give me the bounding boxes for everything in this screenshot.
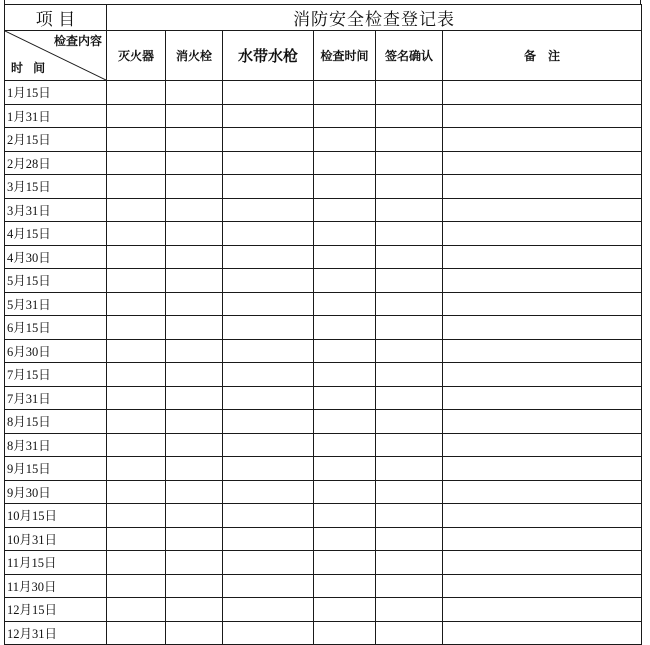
fire-hydrant-cell[interactable]	[166, 574, 223, 598]
table-row	[5, 269, 642, 293]
inspection-time-cell[interactable]	[314, 410, 376, 434]
remarks-cell[interactable]	[443, 527, 642, 551]
table-row	[5, 574, 642, 598]
inspection-time-cell[interactable]	[314, 292, 376, 316]
fire-extinguisher-cell[interactable]	[107, 433, 166, 457]
table-row	[5, 363, 642, 387]
fire-hydrant-cell[interactable]	[166, 457, 223, 481]
date-cell: 5月15日	[5, 269, 107, 293]
signature-cell[interactable]	[376, 363, 443, 387]
date-cell: 12月31日	[5, 621, 107, 645]
hose-nozzle-cell[interactable]	[223, 551, 314, 575]
table-row	[5, 175, 642, 199]
diagonal-header-cell	[5, 31, 107, 81]
date-cell: 12月15日	[5, 598, 107, 622]
inspection-time-cell[interactable]	[314, 316, 376, 340]
remarks-cell[interactable]	[443, 574, 642, 598]
date-cell: 3月31日	[5, 198, 107, 222]
fire-hydrant-cell[interactable]	[166, 410, 223, 434]
remarks-cell[interactable]	[443, 222, 642, 246]
hose-nozzle-cell[interactable]	[223, 222, 314, 246]
col-header-inspection-time: 检查时间	[314, 31, 376, 81]
inspection-time-cell[interactable]	[314, 480, 376, 504]
inspection-time-cell[interactable]	[314, 269, 376, 293]
date-cell: 4月15日	[5, 222, 107, 246]
remarks-cell[interactable]	[443, 386, 642, 410]
signature-cell[interactable]	[376, 269, 443, 293]
fire-hydrant-cell[interactable]	[166, 386, 223, 410]
date-cell: 6月15日	[5, 316, 107, 340]
inspection-time-cell[interactable]	[314, 504, 376, 528]
fire-extinguisher-cell[interactable]	[107, 175, 166, 199]
inspection-time-cell[interactable]	[314, 551, 376, 575]
inspection-time-cell[interactable]	[314, 222, 376, 246]
fire-extinguisher-cell[interactable]	[107, 339, 166, 363]
remarks-cell[interactable]	[443, 410, 642, 434]
fire-hydrant-cell[interactable]	[166, 269, 223, 293]
hose-nozzle-cell[interactable]	[223, 574, 314, 598]
fire-extinguisher-cell[interactable]	[107, 457, 166, 481]
col-header-fire-hydrant: 消火栓	[166, 31, 223, 81]
table-row	[5, 198, 642, 222]
fire-safety-inspection-table	[4, 4, 642, 645]
fire-extinguisher-cell[interactable]	[107, 480, 166, 504]
fire-extinguisher-cell[interactable]	[107, 104, 166, 128]
date-cell: 7月31日	[5, 386, 107, 410]
table-row	[5, 151, 642, 175]
signature-cell[interactable]	[376, 245, 443, 269]
table-row	[5, 527, 642, 551]
inspection-time-cell[interactable]	[314, 175, 376, 199]
inspection-time-cell[interactable]	[314, 433, 376, 457]
date-cell: 1月15日	[5, 81, 107, 105]
inspection-time-cell[interactable]	[314, 128, 376, 152]
inspection-time-cell[interactable]	[314, 151, 376, 175]
hose-nozzle-cell[interactable]	[223, 104, 314, 128]
col-header-fire-extinguisher: 灭火器	[107, 31, 166, 81]
hose-nozzle-cell[interactable]	[223, 128, 314, 152]
table-row	[5, 81, 642, 105]
remarks-cell[interactable]	[443, 151, 642, 175]
hose-nozzle-cell[interactable]	[223, 81, 314, 105]
hose-nozzle-cell[interactable]	[223, 410, 314, 434]
fire-extinguisher-cell[interactable]	[107, 410, 166, 434]
hose-nozzle-cell[interactable]	[223, 621, 314, 645]
inspection-content-label: 检查内容	[53, 34, 102, 48]
table-body	[5, 81, 642, 645]
fire-extinguisher-cell[interactable]	[107, 598, 166, 622]
date-cell: 9月15日	[5, 457, 107, 481]
table-row	[5, 480, 642, 504]
fire-extinguisher-cell[interactable]	[107, 198, 166, 222]
col-header-hose-nozzle: 水带水枪	[223, 31, 314, 81]
fire-hydrant-cell[interactable]	[166, 363, 223, 387]
date-cell: 6月30日	[5, 339, 107, 363]
fire-extinguisher-cell[interactable]	[107, 81, 166, 105]
signature-cell[interactable]	[376, 598, 443, 622]
fire-hydrant-cell[interactable]	[166, 222, 223, 246]
hose-nozzle-cell[interactable]	[223, 386, 314, 410]
hose-nozzle-cell[interactable]	[223, 598, 314, 622]
hose-nozzle-cell[interactable]	[223, 198, 314, 222]
fire-hydrant-cell[interactable]	[166, 104, 223, 128]
inspection-time-cell[interactable]	[314, 363, 376, 387]
signature-cell[interactable]	[376, 457, 443, 481]
fire-extinguisher-cell[interactable]	[107, 151, 166, 175]
date-cell: 10月31日	[5, 527, 107, 551]
table-row	[5, 339, 642, 363]
table-row	[5, 551, 642, 575]
table-row	[5, 292, 642, 316]
project-label-cell: 项 目	[5, 5, 107, 31]
table-row	[5, 386, 642, 410]
fire-extinguisher-cell[interactable]	[107, 222, 166, 246]
col-header-signature: 签名确认	[376, 31, 443, 81]
remarks-cell[interactable]	[443, 292, 642, 316]
inspection-time-cell[interactable]	[314, 339, 376, 363]
table-row	[5, 410, 642, 434]
date-cell: 2月28日	[5, 151, 107, 175]
hose-nozzle-cell[interactable]	[223, 527, 314, 551]
fire-extinguisher-cell[interactable]	[107, 574, 166, 598]
fire-extinguisher-cell[interactable]	[107, 292, 166, 316]
remarks-cell[interactable]	[443, 339, 642, 363]
fire-hydrant-cell[interactable]	[166, 504, 223, 528]
inspection-time-cell[interactable]	[314, 386, 376, 410]
header-row	[5, 31, 642, 81]
hose-nozzle-cell[interactable]	[223, 363, 314, 387]
date-cell: 1月31日	[5, 104, 107, 128]
signature-cell[interactable]	[376, 222, 443, 246]
inspection-time-cell[interactable]	[314, 598, 376, 622]
inspection-time-cell[interactable]	[314, 574, 376, 598]
date-cell: 9月30日	[5, 480, 107, 504]
date-cell: 5月31日	[5, 292, 107, 316]
remarks-cell[interactable]	[443, 433, 642, 457]
fire-hydrant-cell[interactable]	[166, 551, 223, 575]
date-cell: 10月15日	[5, 504, 107, 528]
signature-cell[interactable]	[376, 151, 443, 175]
fire-hydrant-cell[interactable]	[166, 598, 223, 622]
table-row	[5, 245, 642, 269]
remarks-cell[interactable]	[443, 504, 642, 528]
remarks-cell[interactable]	[443, 128, 642, 152]
date-cell: 11月15日	[5, 551, 107, 575]
fire-hydrant-cell[interactable]	[166, 621, 223, 645]
table-row	[5, 128, 642, 152]
fire-hydrant-cell[interactable]	[166, 480, 223, 504]
remarks-cell[interactable]	[443, 480, 642, 504]
hose-nozzle-cell[interactable]	[223, 339, 314, 363]
signature-cell[interactable]	[376, 386, 443, 410]
remarks-cell[interactable]	[443, 621, 642, 645]
fire-hydrant-cell[interactable]	[166, 316, 223, 340]
remarks-cell[interactable]	[443, 269, 642, 293]
time-label: 时 间	[11, 61, 49, 75]
hose-nozzle-cell[interactable]	[223, 245, 314, 269]
signature-cell[interactable]	[376, 433, 443, 457]
fire-extinguisher-cell[interactable]	[107, 504, 166, 528]
fire-extinguisher-cell[interactable]	[107, 316, 166, 340]
signature-cell[interactable]	[376, 527, 443, 551]
remarks-cell[interactable]	[443, 175, 642, 199]
table-row	[5, 621, 642, 645]
fire-extinguisher-cell[interactable]	[107, 621, 166, 645]
remarks-cell[interactable]	[443, 598, 642, 622]
fire-hydrant-cell[interactable]	[166, 81, 223, 105]
inspection-time-cell[interactable]	[314, 621, 376, 645]
inspection-time-cell[interactable]	[314, 457, 376, 481]
table-row	[5, 104, 642, 128]
signature-cell[interactable]	[376, 175, 443, 199]
fire-hydrant-cell[interactable]	[166, 527, 223, 551]
remarks-cell[interactable]	[443, 457, 642, 481]
remarks-cell[interactable]	[443, 81, 642, 105]
signature-cell[interactable]	[376, 551, 443, 575]
fire-hydrant-cell[interactable]	[166, 128, 223, 152]
signature-cell[interactable]	[376, 480, 443, 504]
remarks-cell[interactable]	[443, 245, 642, 269]
date-cell: 8月31日	[5, 433, 107, 457]
hose-nozzle-cell[interactable]	[223, 316, 314, 340]
fire-extinguisher-cell[interactable]	[107, 386, 166, 410]
signature-cell[interactable]	[376, 128, 443, 152]
signature-cell[interactable]	[376, 504, 443, 528]
fire-hydrant-cell[interactable]	[166, 151, 223, 175]
table-row	[5, 433, 642, 457]
date-cell: 2月15日	[5, 128, 107, 152]
fire-extinguisher-cell[interactable]	[107, 551, 166, 575]
signature-cell[interactable]	[376, 104, 443, 128]
inspection-time-cell[interactable]	[314, 527, 376, 551]
signature-cell[interactable]	[376, 316, 443, 340]
signature-cell[interactable]	[376, 410, 443, 434]
signature-cell[interactable]	[376, 81, 443, 105]
hose-nozzle-cell[interactable]	[223, 269, 314, 293]
signature-cell[interactable]	[376, 292, 443, 316]
inspection-time-cell[interactable]	[314, 81, 376, 105]
signature-cell[interactable]	[376, 574, 443, 598]
inspection-time-cell[interactable]	[314, 245, 376, 269]
fire-hydrant-cell[interactable]	[166, 433, 223, 457]
table-row	[5, 222, 642, 246]
fire-extinguisher-cell[interactable]	[107, 269, 166, 293]
remarks-cell[interactable]	[443, 551, 642, 575]
fire-extinguisher-cell[interactable]	[107, 527, 166, 551]
table-row	[5, 504, 642, 528]
hose-nozzle-cell[interactable]	[223, 175, 314, 199]
remarks-cell[interactable]	[443, 316, 642, 340]
remarks-cell[interactable]	[443, 198, 642, 222]
date-cell: 8月15日	[5, 410, 107, 434]
fire-extinguisher-cell[interactable]	[107, 245, 166, 269]
hose-nozzle-cell[interactable]	[223, 151, 314, 175]
date-cell: 3月15日	[5, 175, 107, 199]
inspection-time-cell[interactable]	[314, 104, 376, 128]
fire-hydrant-cell[interactable]	[166, 245, 223, 269]
date-cell: 7月15日	[5, 363, 107, 387]
date-cell: 11月30日	[5, 574, 107, 598]
hose-nozzle-cell[interactable]	[223, 457, 314, 481]
fire-hydrant-cell[interactable]	[166, 175, 223, 199]
fire-hydrant-cell[interactable]	[166, 339, 223, 363]
fire-extinguisher-cell[interactable]	[107, 363, 166, 387]
signature-cell[interactable]	[376, 198, 443, 222]
signature-cell[interactable]	[376, 621, 443, 645]
form-title: 消防安全检查登记表	[107, 5, 642, 31]
remarks-cell[interactable]	[443, 104, 642, 128]
signature-cell[interactable]	[376, 339, 443, 363]
hose-nozzle-cell[interactable]	[223, 504, 314, 528]
table-row	[5, 457, 642, 481]
hose-nozzle-cell[interactable]	[223, 292, 314, 316]
table-row	[5, 316, 642, 340]
table-row	[5, 598, 642, 622]
hose-nozzle-cell[interactable]	[223, 433, 314, 457]
remarks-cell[interactable]	[443, 363, 642, 387]
fire-hydrant-cell[interactable]	[166, 292, 223, 316]
col-header-remarks: 备 注	[443, 31, 642, 81]
date-cell: 4月30日	[5, 245, 107, 269]
hose-nozzle-cell[interactable]	[223, 480, 314, 504]
inspection-time-cell[interactable]	[314, 198, 376, 222]
title-row	[5, 5, 642, 31]
fire-hydrant-cell[interactable]	[166, 198, 223, 222]
fire-extinguisher-cell[interactable]	[107, 128, 166, 152]
